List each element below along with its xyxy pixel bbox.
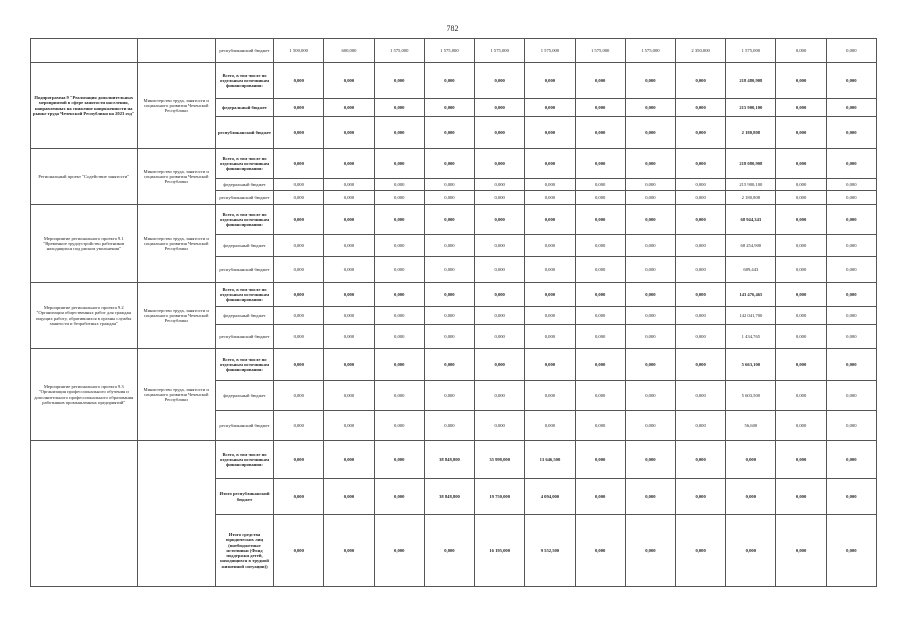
value-cell: 0,000	[575, 441, 625, 479]
value-cell: 0,000	[676, 283, 726, 307]
value-cell: 0,000	[424, 349, 474, 381]
value-cell: 5 663,100	[726, 349, 776, 381]
table-row	[31, 283, 877, 307]
value-cell: 0,000	[374, 149, 424, 179]
executor-cell: Министерство труда, занятости и социального развития Чеченской Республики	[137, 63, 215, 149]
value-cell: 0,000	[676, 235, 726, 257]
value-cell: 2 350,000	[676, 39, 726, 63]
value-cell: 0,000	[274, 381, 324, 411]
value-cell: 0,000	[525, 179, 575, 191]
value-cell: 0,000	[676, 441, 726, 479]
value-cell: 0,000	[525, 307, 575, 325]
value-cell: 0,000	[525, 63, 575, 99]
value-cell: 215 900,100	[726, 179, 776, 191]
value-cell: 0,000	[324, 325, 374, 349]
blank-cell	[31, 39, 138, 63]
value-cell: 0,000	[776, 349, 826, 381]
value-cell: 0,000	[525, 349, 575, 381]
value-cell: 0,000	[475, 205, 525, 235]
value-cell: 0,000	[274, 235, 324, 257]
value-cell: 0,000	[776, 257, 826, 283]
value-cell: 0,000	[776, 515, 826, 587]
value-cell: 0,000	[575, 307, 625, 325]
value-cell: 0,000	[324, 479, 374, 515]
value-cell: 0,000	[424, 117, 474, 149]
value-cell: 0,000	[274, 283, 324, 307]
value-cell: 0,000	[625, 307, 675, 325]
funding-source-cell: федеральный бюджет	[215, 179, 273, 191]
value-cell: 0,000	[625, 283, 675, 307]
program-name-cell: Мероприятие регионального проекта 9.2 "Организация общественных работ для граждан ищущих работу, обратившихся в органы службы занятости и безработных граждан"	[31, 283, 138, 349]
value-cell: 68 944,343	[726, 205, 776, 235]
value-cell: 0,000	[525, 149, 575, 179]
value-cell: 0,000	[776, 63, 826, 99]
value-cell: 0,000	[575, 205, 625, 235]
value-cell: 68 254,900	[726, 235, 776, 257]
value-cell: 38 848,800	[424, 441, 474, 479]
value-cell: 0,000	[726, 479, 776, 515]
value-cell: 0,000	[374, 381, 424, 411]
value-cell: 0,000	[776, 381, 826, 411]
value-cell: 0,000	[776, 441, 826, 479]
value-cell: 0,000	[776, 235, 826, 257]
value-cell: 0,000	[826, 283, 876, 307]
value-cell: 0,000	[274, 63, 324, 99]
value-cell: 0,000	[324, 381, 374, 411]
value-cell: 0,000	[625, 515, 675, 587]
value-cell: 0,000	[324, 63, 374, 99]
value-cell: 0,000	[826, 479, 876, 515]
value-cell: 0,000	[826, 149, 876, 179]
value-cell: 0,000	[525, 117, 575, 149]
value-cell: 0,000	[575, 179, 625, 191]
value-cell: 0,000	[324, 411, 374, 441]
value-cell: 0,000	[525, 283, 575, 307]
value-cell: 0,000	[575, 235, 625, 257]
value-cell: 16 195,000	[475, 515, 525, 587]
value-cell: 0,000	[776, 325, 826, 349]
value-cell: 0,000	[676, 411, 726, 441]
funding-source-cell: Итого средства юридических лиц (внебюджетные источники (Фонд поддержки детей, находящихся в трудной жизненной ситуации))	[215, 515, 273, 587]
value-cell: 0,000	[676, 515, 726, 587]
value-cell: 0,000	[374, 411, 424, 441]
value-cell: 0,000	[274, 479, 324, 515]
value-cell: 0,000	[575, 257, 625, 283]
value-cell: 0,000	[324, 191, 374, 205]
value-cell: 1 575,000	[475, 39, 525, 63]
value-cell: 0,000	[424, 149, 474, 179]
value-cell: 0,000	[676, 179, 726, 191]
value-cell: 0,000	[274, 349, 324, 381]
value-cell: 0,000	[324, 307, 374, 325]
value-cell: 0,000	[374, 307, 424, 325]
value-cell: 0,000	[625, 441, 675, 479]
value-cell: 0,000	[575, 325, 625, 349]
value-cell: 218 080,908	[726, 149, 776, 179]
value-cell: 0,000	[525, 235, 575, 257]
value-cell: 1 575,000	[525, 39, 575, 63]
value-cell: 0,000	[424, 381, 474, 411]
value-cell: 0,000	[274, 191, 324, 205]
value-cell: 0,000	[274, 441, 324, 479]
executor-cell: Министерство труда, занятости и социального развития Чеченской Республики	[137, 149, 215, 205]
value-cell: 0,000	[475, 349, 525, 381]
funding-source-cell: республиканский бюджет	[215, 117, 273, 149]
value-cell: 0,000	[324, 441, 374, 479]
value-cell: 0,000	[726, 441, 776, 479]
value-cell: 0,000	[676, 191, 726, 205]
value-cell: 0,000	[424, 235, 474, 257]
value-cell: 0,000	[676, 149, 726, 179]
value-cell: 2 180,808	[726, 191, 776, 205]
value-cell: 1 575,000	[625, 39, 675, 63]
value-cell: 0,000	[424, 191, 474, 205]
value-cell: 0,000	[575, 479, 625, 515]
program-name-cell: Региональный проект "Содействие занятости"	[31, 149, 138, 205]
value-cell: 0,000	[776, 479, 826, 515]
value-cell: 38 848,800	[424, 479, 474, 515]
value-cell: 0,000	[525, 99, 575, 117]
value-cell: 0,000	[776, 99, 826, 117]
value-cell: 0,000	[676, 325, 726, 349]
value-cell: 0,000	[525, 205, 575, 235]
value-cell: 0,000	[475, 283, 525, 307]
value-cell: 0,000	[776, 283, 826, 307]
value-cell: 1 500,000	[274, 39, 324, 63]
value-cell: 0,000	[826, 349, 876, 381]
value-cell: 2 180,808	[726, 117, 776, 149]
value-cell: 0,000	[424, 411, 474, 441]
table-row	[31, 205, 877, 235]
value-cell: 0,000	[424, 325, 474, 349]
value-cell: 0,000	[525, 257, 575, 283]
value-cell: 0,000	[475, 63, 525, 99]
value-cell: 0,000	[826, 63, 876, 99]
value-cell: 0,000	[575, 411, 625, 441]
funding-source-cell: республиканский бюджет	[215, 325, 273, 349]
value-cell: 215 900,100	[726, 99, 776, 117]
value-cell: 0,000	[575, 117, 625, 149]
value-cell: 0,000	[374, 257, 424, 283]
value-cell: 142 041,700	[726, 307, 776, 325]
budget-table	[30, 38, 877, 587]
value-cell: 0,000	[475, 411, 525, 441]
value-cell: 1 575,000	[374, 39, 424, 63]
value-cell: 0,000	[826, 257, 876, 283]
value-cell: 0,000	[525, 381, 575, 411]
value-cell: 218 480,908	[726, 63, 776, 99]
funding-source-cell: федеральный бюджет	[215, 99, 273, 117]
value-cell: 0,000	[625, 191, 675, 205]
value-cell: 1 575,000	[726, 39, 776, 63]
value-cell: 0,000	[575, 99, 625, 117]
funding-source-cell: республиканский бюджет	[215, 191, 273, 205]
value-cell: 0,000	[475, 325, 525, 349]
funding-source-cell: республиканский бюджет	[215, 39, 273, 63]
value-cell: 0,000	[424, 283, 474, 307]
value-cell: 35 998,000	[475, 441, 525, 479]
table-row	[31, 149, 877, 179]
value-cell: 0,000	[676, 479, 726, 515]
value-cell: 0,000	[324, 257, 374, 283]
value-cell: 689,443	[726, 257, 776, 283]
value-cell: 0,000	[274, 205, 324, 235]
value-cell: 0,000	[826, 515, 876, 587]
value-cell: 0,000	[475, 307, 525, 325]
value-cell: 0,000	[776, 39, 826, 63]
value-cell: 0,000	[776, 191, 826, 205]
value-cell: 0,000	[274, 307, 324, 325]
value-cell: 13 646,500	[525, 441, 575, 479]
table-row	[31, 63, 877, 99]
value-cell: 0,000	[625, 479, 675, 515]
value-cell: 0,000	[424, 63, 474, 99]
funding-source-cell: федеральный бюджет	[215, 307, 273, 325]
value-cell: 0,000	[676, 257, 726, 283]
value-cell: 0,000	[826, 441, 876, 479]
value-cell: 0,000	[324, 283, 374, 307]
value-cell: 0,000	[424, 307, 474, 325]
value-cell: 0,000	[625, 235, 675, 257]
value-cell: 0,000	[776, 149, 826, 179]
value-cell: 0,000	[625, 325, 675, 349]
funding-source-cell: федеральный бюджет	[215, 381, 273, 411]
value-cell: 0,000	[374, 325, 424, 349]
value-cell: 0,000	[424, 205, 474, 235]
value-cell: 600,000	[324, 39, 374, 63]
funding-source-cell: республиканский бюджет	[215, 257, 273, 283]
value-cell: 0,000	[826, 191, 876, 205]
value-cell: 5 603,500	[726, 381, 776, 411]
value-cell: 0,000	[625, 179, 675, 191]
executor-cell: Министерство труда, занятости и социального развития Чеченской Республики	[137, 283, 215, 349]
value-cell: 0,000	[475, 381, 525, 411]
value-cell: 0,000	[525, 325, 575, 349]
value-cell: 0,000	[826, 205, 876, 235]
funding-source-cell: Всего, в том числе по отдельным источникам финансирования:	[215, 149, 273, 179]
table-row	[31, 441, 877, 479]
value-cell: 0,000	[475, 179, 525, 191]
value-cell: 0,000	[374, 63, 424, 99]
value-cell: 0,000	[826, 99, 876, 117]
value-cell: 0,000	[575, 149, 625, 179]
value-cell: 0,000	[374, 179, 424, 191]
value-cell: 0,000	[676, 205, 726, 235]
value-cell: 0,000	[374, 117, 424, 149]
value-cell: 0,000	[274, 411, 324, 441]
value-cell: 0,000	[625, 381, 675, 411]
program-name-cell: Мероприятие регионального проекта 9.3 "Организация профессионального обучения и дополнительного профессионального образования работников промышленных предприятий"	[31, 349, 138, 441]
value-cell: 9 552,500	[525, 515, 575, 587]
value-cell: 0,000	[475, 257, 525, 283]
funding-source-cell: Всего, в том числе по отдельным источникам финансирования:	[215, 441, 273, 479]
value-cell: 0,000	[575, 283, 625, 307]
funding-source-cell: Всего, в том числе по отдельным источникам финансирования:	[215, 283, 273, 307]
value-cell: 1 575,000	[424, 39, 474, 63]
value-cell: 0,000	[374, 283, 424, 307]
funding-source-cell: федеральный бюджет	[215, 235, 273, 257]
value-cell: 0,000	[475, 99, 525, 117]
value-cell: 0,000	[826, 307, 876, 325]
value-cell: 0,000	[676, 63, 726, 99]
value-cell: 0,000	[475, 235, 525, 257]
value-cell: 0,000	[374, 99, 424, 117]
value-cell: 0,000	[726, 515, 776, 587]
value-cell: 19 750,000	[475, 479, 525, 515]
value-cell: 0,000	[625, 257, 675, 283]
value-cell: 0,000	[475, 117, 525, 149]
value-cell: 0,000	[374, 205, 424, 235]
value-cell: 0,000	[525, 411, 575, 441]
value-cell: 1 575,000	[575, 39, 625, 63]
value-cell: 0,000	[625, 205, 675, 235]
value-cell: 0,000	[575, 349, 625, 381]
value-cell: 0,000	[424, 515, 474, 587]
value-cell: 0,000	[826, 179, 876, 191]
program-name-cell: Мероприятие регионального проекта 9.1 "Временное трудоустройство работников находящихся под риском увольнения"	[31, 205, 138, 283]
value-cell: 4 094,000	[525, 479, 575, 515]
value-cell: 0,000	[575, 381, 625, 411]
value-cell: 0,000	[625, 117, 675, 149]
program-name-cell: Подпрограмма 9 "Реализация дополнительных мероприятий в сфере занятости населения, направленных на снижение напряженности на рынке труда Чеченской Республики на 2023 год"	[31, 63, 138, 149]
executor-cell	[137, 441, 215, 587]
value-cell: 0,000	[274, 257, 324, 283]
funding-source-cell: Всего, в том числе по отдельным источникам финансирования:	[215, 63, 273, 99]
value-cell: 0,000	[676, 381, 726, 411]
value-cell: 0,000	[274, 99, 324, 117]
value-cell: 0,000	[575, 515, 625, 587]
value-cell: 0,000	[374, 349, 424, 381]
executor-cell: Министерство труда, занятости и социального развития Чеченской Республики	[137, 205, 215, 283]
funding-source-cell: республиканский бюджет	[215, 411, 273, 441]
value-cell: 0,000	[424, 179, 474, 191]
program-name-cell	[31, 441, 138, 587]
table-body	[31, 39, 877, 587]
value-cell: 0,000	[324, 235, 374, 257]
value-cell: 0,000	[475, 149, 525, 179]
value-cell: 0,000	[374, 479, 424, 515]
value-cell: 0,000	[324, 349, 374, 381]
value-cell: 0,000	[274, 515, 324, 587]
value-cell: 0,000	[625, 63, 675, 99]
value-cell: 0,000	[525, 191, 575, 205]
executor-cell: Министерство труда, занятости и социального развития Чеченской Республики	[137, 349, 215, 441]
value-cell: 0,000	[424, 257, 474, 283]
value-cell: 0,000	[776, 179, 826, 191]
value-cell: 0,000	[274, 117, 324, 149]
funding-source-cell: Итого республиканский бюджет	[215, 479, 273, 515]
value-cell: 0,000	[625, 99, 675, 117]
value-cell: 1 434,765	[726, 325, 776, 349]
value-cell: 0,000	[826, 39, 876, 63]
value-cell: 0,000	[324, 149, 374, 179]
value-cell: 0,000	[575, 63, 625, 99]
funding-source-cell: Всего, в том числе по отдельным источникам финансирования:	[215, 205, 273, 235]
value-cell: 0,000	[625, 149, 675, 179]
value-cell: 0,000	[424, 99, 474, 117]
value-cell: 0,000	[274, 149, 324, 179]
value-cell: 0,000	[826, 325, 876, 349]
value-cell: 0,000	[676, 349, 726, 381]
value-cell: 0,000	[324, 99, 374, 117]
value-cell: 0,000	[475, 191, 525, 205]
value-cell: 0,000	[676, 99, 726, 117]
blank-cell	[137, 39, 215, 63]
value-cell: 0,000	[374, 515, 424, 587]
value-cell: 0,000	[826, 411, 876, 441]
value-cell: 0,000	[575, 191, 625, 205]
table-row	[31, 39, 877, 63]
value-cell: 0,000	[826, 235, 876, 257]
value-cell: 0,000	[324, 117, 374, 149]
value-cell: 0,000	[324, 179, 374, 191]
value-cell: 0,000	[374, 191, 424, 205]
value-cell: 56,600	[726, 411, 776, 441]
value-cell: 0,000	[625, 411, 675, 441]
value-cell: 0,000	[324, 205, 374, 235]
value-cell: 0,000	[374, 441, 424, 479]
value-cell: 0,000	[324, 515, 374, 587]
value-cell: 0,000	[625, 349, 675, 381]
value-cell: 0,000	[776, 117, 826, 149]
value-cell: 0,000	[274, 325, 324, 349]
value-cell: 0,000	[374, 235, 424, 257]
table-row	[31, 349, 877, 381]
value-cell: 0,000	[826, 381, 876, 411]
value-cell: 0,000	[776, 307, 826, 325]
value-cell: 0,000	[676, 307, 726, 325]
funding-source-cell: Всего, в том числе по отдельным источникам финансирования:	[215, 349, 273, 381]
value-cell: 0,000	[826, 117, 876, 149]
value-cell: 0,000	[776, 411, 826, 441]
page-number: 782	[446, 24, 459, 33]
value-cell: 0,000	[776, 205, 826, 235]
value-cell: 0,000	[274, 179, 324, 191]
value-cell: 143 476,465	[726, 283, 776, 307]
value-cell: 0,000	[676, 117, 726, 149]
